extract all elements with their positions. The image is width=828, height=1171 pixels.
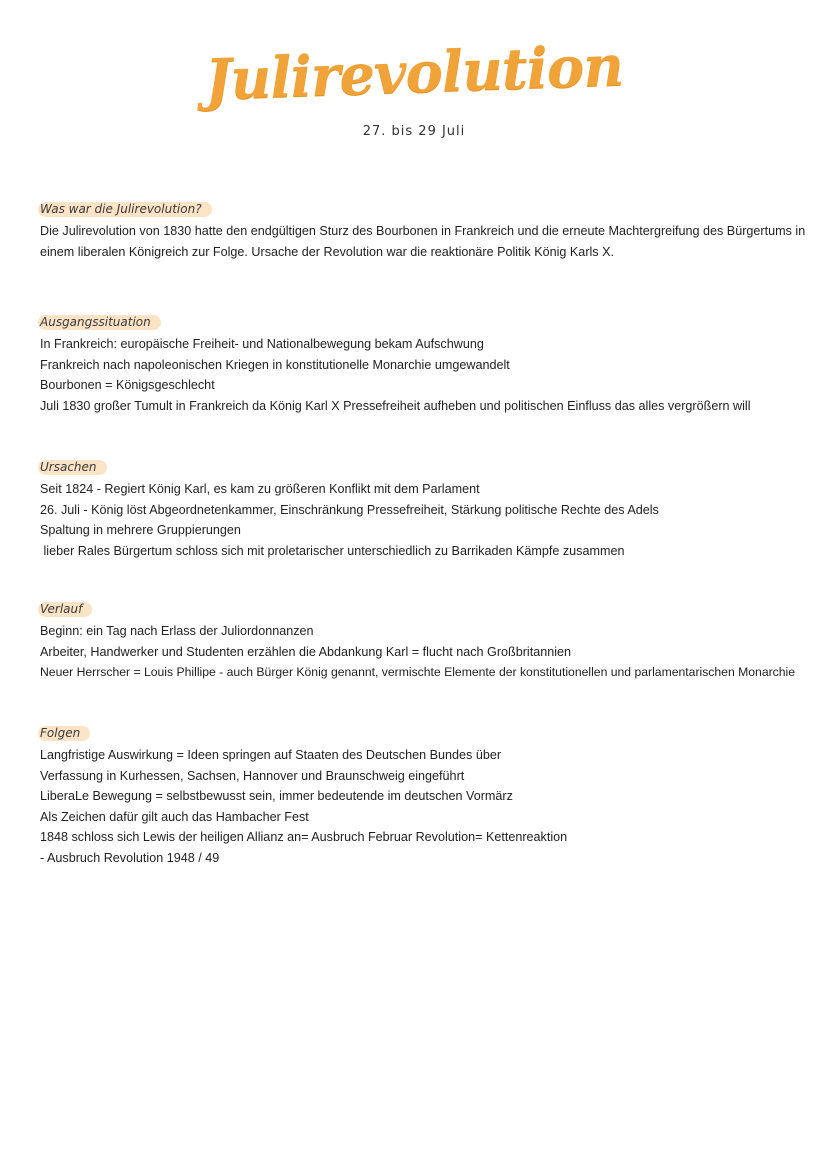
list-item: Spaltung in mehrere Gruppierungen xyxy=(40,523,241,537)
page-title: Julirevolution xyxy=(203,32,625,114)
list-item: 26. Juli - König löst Abgeordnetenkammer, Einschränkung Pressefreiheit, Stärkung politische Rechte des Adels xyxy=(40,502,659,517)
list-item: Als Zeichen dafür gilt auch das Hambacher Fest xyxy=(40,809,309,824)
list-item: Verfassung in Kurhessen, Sachsen, Hannover und Braunschweig eingeführt xyxy=(40,768,465,783)
section-ursachen xyxy=(40,458,810,561)
section-verlauf xyxy=(40,600,810,683)
section-paragraph: Die Julirevolution von 1830 hatte den endgültigen Sturz des Bourbonen in Frankreich und die erneute Machtergreifung des Bürgertums in einem liberalen Königreich zur Folge. Ursache der Revolution war die reaktionäre Politik König Karls X. xyxy=(40,224,806,259)
section-heading: Verlauf xyxy=(38,602,92,617)
list-item: Beginn: ein Tag nach Erlass der Juliordonnanzen xyxy=(40,624,314,638)
list-item: Langfristige Auswirkung = Ideen springen auf Staaten des Deutschen Bundes über xyxy=(40,748,502,762)
section-heading: Folgen xyxy=(38,726,90,741)
section-folgen xyxy=(40,724,810,868)
date-subtitle: 27. bis 29 Juli xyxy=(362,124,466,139)
section-heading: Ausgangssituation xyxy=(38,315,161,330)
list-item: lieber Rales Bürgertum schloss sich mit proletarischer unterschiedlich zu Barrikaden Kämpfe zusammen xyxy=(40,543,625,558)
list-item: Seit 1824 - Regiert König Karl, es kam zu größeren Konflikt mit dem Parlament xyxy=(40,482,480,496)
list-item: 1848 schloss sich Lewis der heiligen Allianz an= Ausbruch Februar Revolution= Kettenreaktion xyxy=(40,830,568,844)
list-item: Bourbonen = Königsgeschlecht xyxy=(40,378,215,392)
section-was-war xyxy=(40,200,810,263)
list-item: Juli 1830 großer Tumult in Frankreich da König Karl X Pressefreiheit aufheben und politischen Einfluss das alles vergrößern will xyxy=(40,398,751,413)
section-heading: Ursachen xyxy=(38,460,107,475)
list-item: In Frankreich: europäische Freiheit- und Nationalbewegung bekam Aufschwung xyxy=(40,337,484,351)
list-item: Neuer Herrscher = Louis Phillipe - auch Bürger König genannt, vermischte Elemente der konstitutionellen und parlamentarischen Monarchie xyxy=(40,665,796,679)
section-ausgangssituation xyxy=(40,313,810,416)
list-item: Frankreich nach napoleonischen Kriegen in konstitutionelle Monarchie umgewandelt xyxy=(40,357,510,372)
list-item: LiberaLe Bewegung = selbstbewusst sein, immer bedeutende im deutschen Vormärz xyxy=(40,789,513,803)
section-heading: Was war die Julirevolution? xyxy=(38,202,212,217)
list-item: - Ausbruch Revolution 1948 / 49 xyxy=(40,850,220,865)
list-item: Arbeiter, Handwerker und Studenten erzählen die Abdankung Karl = flucht nach Großbritannien xyxy=(40,644,572,659)
